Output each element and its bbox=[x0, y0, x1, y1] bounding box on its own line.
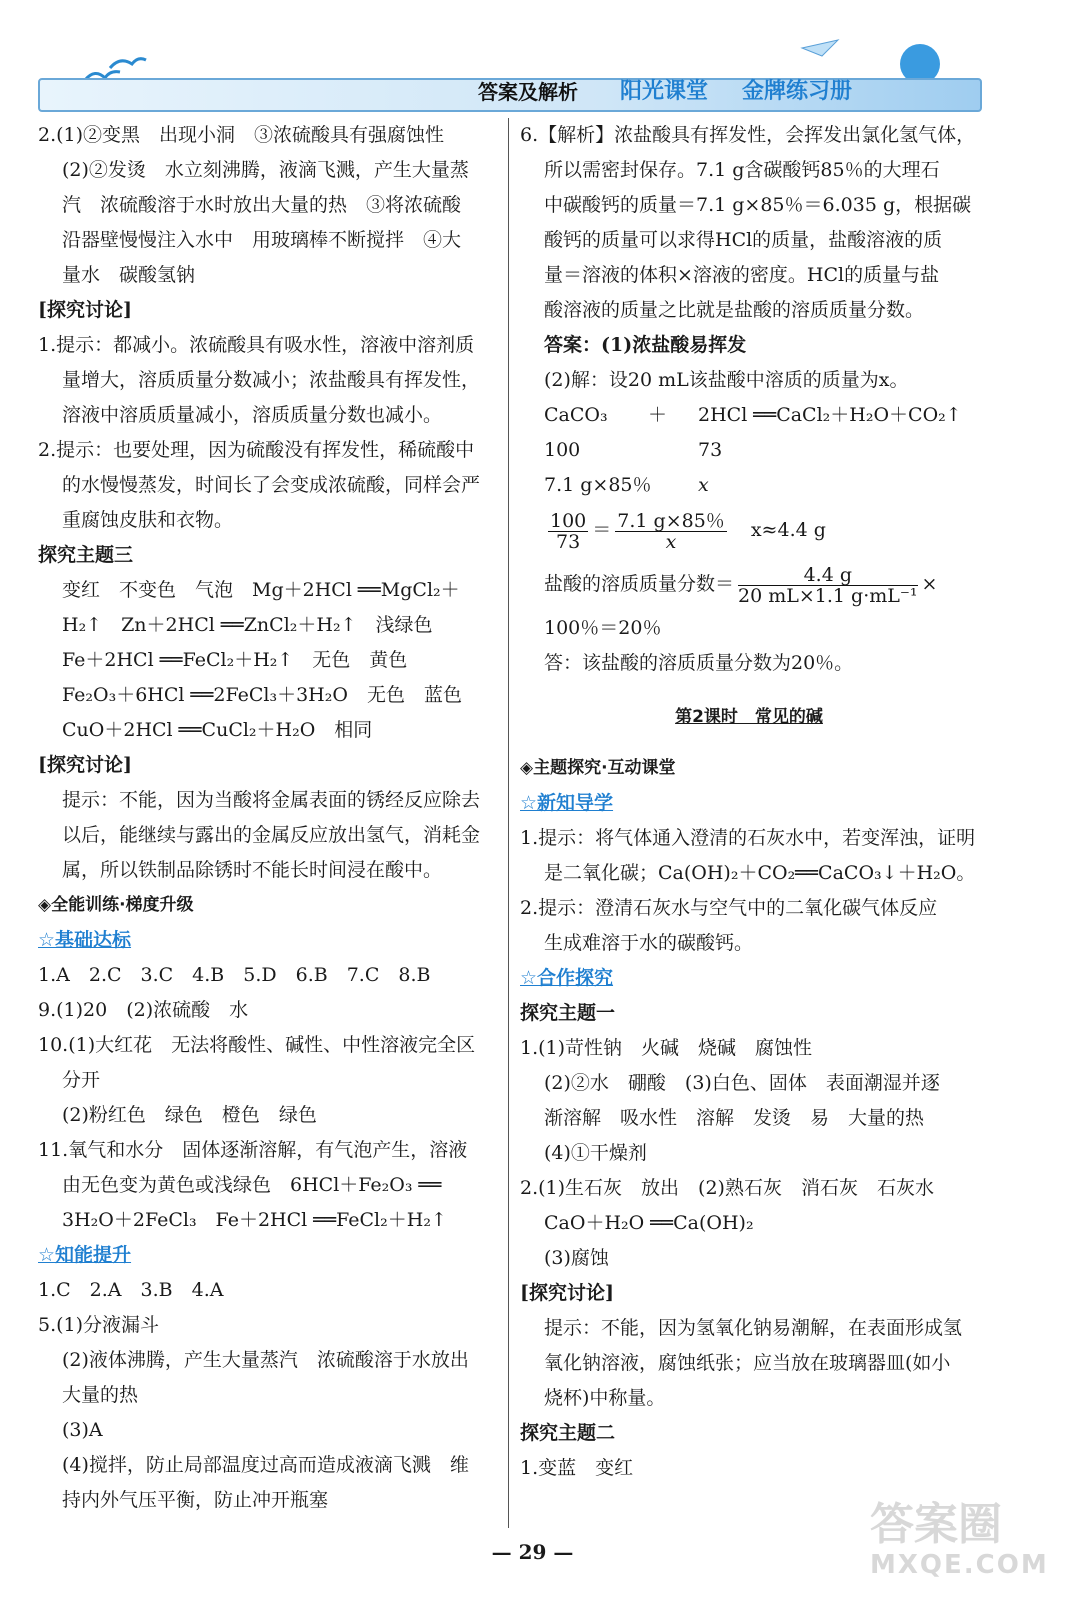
text-line: (2)解：设20 mL该盐酸中溶质的质量为x。 bbox=[544, 369, 909, 391]
text-line: (3)腐蚀 bbox=[544, 1247, 609, 1269]
text-line: 是二氧化碳；Ca(OH)₂＋CO₂══CaCO₃↓＋H₂O。 bbox=[544, 862, 976, 884]
watermark-logo: 答案圈 bbox=[870, 1499, 1002, 1550]
text-line: 2.提示：澄清石灰水与空气中的二氧化碳气体反应 bbox=[520, 897, 938, 919]
text-line: (4)①干燥剂 bbox=[544, 1142, 647, 1164]
eq-unknown: x bbox=[698, 474, 709, 496]
equation-line bbox=[520, 433, 978, 468]
subsection-heading: ☆知能提升 bbox=[38, 1244, 132, 1266]
page-header bbox=[0, 0, 1065, 118]
text-line: 10.(1)大红花 无法将酸性、碱性、中性溶液完全区 bbox=[38, 1034, 476, 1056]
decor-plane-icon bbox=[800, 36, 840, 60]
text-line: 量＝溶液的体积×溶液的密度。HCl的质量与盐 bbox=[544, 264, 940, 286]
text-line: 烧杯)中称量。 bbox=[544, 1387, 666, 1409]
text-line: H₂↑ Zn＋2HCl ══ZnCl₂＋H₂↑ 浅绿色 bbox=[62, 614, 433, 636]
text-line: 变红 不变色 气泡 Mg＋2HCl ══MgCl₂＋ bbox=[62, 579, 460, 601]
section-heading: 探究主题三 bbox=[38, 544, 134, 566]
text-line: 1.A 2.C 3.C 4.B 5.D 6.B 7.C 8.B bbox=[38, 964, 431, 986]
answer-line: 答：该盐酸的溶质质量分数为20％。 bbox=[544, 652, 854, 674]
text-line: (4)搅拌，防止局部温度过高而造成液滴飞溅 维 bbox=[62, 1454, 469, 1476]
eq-reactant: CaCO₃ bbox=[544, 404, 608, 426]
page-number: — 29 — bbox=[491, 1540, 574, 1564]
text-line: 溶液中溶质质量减小，溶质质量分数也减小。 bbox=[62, 404, 443, 426]
text-line: 11.氧气和水分 固体逐渐溶解，有气泡产生，溶液 bbox=[38, 1139, 468, 1161]
text-line: 中碳酸钙的质量＝7.1 g×85％＝6.035 g，根据碳 bbox=[544, 194, 972, 216]
text-line: 1.提示：都减小。浓硫酸具有吸水性，溶液中溶剂质 bbox=[38, 334, 475, 356]
text-line: 氧化钠溶液，腐蚀纸张；应当放在玻璃器皿(如小 bbox=[544, 1352, 951, 1374]
text-line: 汽 浓硫酸溶于水时放出大量的热 ③将浓硫酸 bbox=[62, 194, 462, 216]
section-banner: ◈全能训练·梯度升级 bbox=[38, 895, 194, 915]
text-line: 1.C 2.A 3.B 4.A bbox=[38, 1279, 224, 1301]
watermark-url: MXQE.COM bbox=[870, 1550, 1049, 1580]
text-line: (2)液体沸腾，产生大量蒸汽 浓硫酸溶于水放出 bbox=[62, 1349, 469, 1371]
text-line: 由无色变为黄色或浅绿色 6HCl＋Fe₂O₃ ══ bbox=[62, 1174, 442, 1196]
lesson-title: 第2课时 常见的碱 bbox=[675, 707, 823, 727]
text-line: 沿器壁慢慢注入水中 用玻璃棒不断搅拌 ④大 bbox=[62, 229, 462, 251]
equation-line: $\frac{100}{73}$ ＝ $\frac{7.1 g\times 85\%}{x}$ x≈4.4 g bbox=[550, 509, 826, 553]
equation-line: 100％＝20％ bbox=[544, 617, 662, 639]
text-line: 的水慢慢蒸发，时间长了会变成浓硫酸，同样会严 bbox=[62, 474, 481, 496]
text-line: 所以需密封保存。7.1 g含碳酸钙85％的大理石 bbox=[544, 159, 940, 181]
text-line: 重腐蚀皮肤和衣物。 bbox=[62, 509, 234, 531]
section-heading: [探究讨论] bbox=[520, 1282, 614, 1304]
text-line: (3)A bbox=[62, 1419, 103, 1441]
text-line: 以后，能继续与露出的金属反应放出氢气，消耗金 bbox=[62, 824, 481, 846]
text-line: 量增大，溶质质量分数减小；浓盐酸具有挥发性， bbox=[62, 369, 481, 391]
text-line: 2.(1)生石灰 放出 (2)熟石灰 消石灰 石灰水 bbox=[520, 1177, 934, 1199]
left-column bbox=[38, 118, 500, 1518]
text-line: 2.(1)②变黑 出现小洞 ③浓硫酸具有强腐蚀性 bbox=[38, 124, 445, 146]
text-line: 1.(1)苛性钠 火碱 烧碱 腐蚀性 bbox=[520, 1037, 813, 1059]
text-line: 持内外气压平衡，防止冲开瓶塞 bbox=[62, 1489, 329, 1511]
equation-line bbox=[520, 398, 978, 433]
text-line: CuO＋2HCl ══CuCl₂＋H₂O 相同 bbox=[62, 719, 373, 741]
text-line: Fe₂O₃＋6HCl ══2FeCl₃＋3H₂O 无色 蓝色 bbox=[62, 684, 462, 706]
text-line: 酸溶液的质量之比就是盐酸的溶质质量分数。 bbox=[544, 299, 925, 321]
eq-molar-mass: 73 bbox=[698, 439, 723, 461]
section-heading: [探究讨论] bbox=[38, 299, 132, 321]
fraction: $\frac{100}{73}$ bbox=[550, 509, 587, 553]
eq-plus: ＋ bbox=[648, 404, 668, 426]
text-line: 6.【解析】浓盐酸具有挥发性，会挥发出氯化氢气体， bbox=[520, 124, 976, 146]
header-series-name: 阳光课堂 bbox=[620, 79, 709, 104]
text-line: 1.变蓝 变红 bbox=[520, 1457, 634, 1479]
subsection-heading: ☆新知导学 bbox=[520, 792, 614, 814]
section-banner: ◈主题探究·互动课堂 bbox=[520, 758, 676, 778]
equation-line bbox=[520, 557, 978, 611]
text-line: CaO＋H₂O ══Ca(OH)₂ bbox=[544, 1212, 754, 1234]
text-line: 量水 碳酸氢钠 bbox=[62, 264, 196, 286]
eq-times: × bbox=[921, 573, 938, 595]
equation-line bbox=[520, 468, 978, 503]
section-heading: 探究主题一 bbox=[520, 1002, 616, 1024]
text-line: 大量的热 bbox=[62, 1384, 139, 1406]
section-heading: [探究讨论] bbox=[38, 754, 132, 776]
text-line: Fe＋2HCl ══FeCl₂＋H₂↑ 无色 黄色 bbox=[62, 649, 408, 671]
header-answer-label: 答案及解析 bbox=[478, 80, 578, 104]
text-line: 9.(1)20 (2)浓硫酸 水 bbox=[38, 999, 249, 1021]
text-line: (2)②发烫 水立刻沸腾，液滴飞溅，产生大量蒸 bbox=[62, 159, 469, 181]
text-line: 提示：不能，因为当酸将金属表面的锈经反应除去 bbox=[62, 789, 481, 811]
text-line: 2.提示：也要处理，因为硫酸没有挥发性，稀硫酸中 bbox=[38, 439, 475, 461]
text-line: 答案：(1)浓盐酸易挥发 bbox=[544, 334, 747, 356]
section-heading: 探究主题二 bbox=[520, 1422, 616, 1444]
text-line: 5.(1)分液漏斗 bbox=[38, 1314, 160, 1336]
eq-molar-mass: 100 bbox=[544, 439, 581, 461]
eq-label: 盐酸的溶质质量分数＝ bbox=[544, 573, 735, 595]
eq-reaction: 2HCl ══CaCl₂＋H₂O＋CO₂↑ bbox=[698, 404, 962, 426]
text-line: 1.提示：将气体通入澄清的石灰水中，若变浑浊，证明 bbox=[520, 827, 976, 849]
subsection-heading: ☆合作探究 bbox=[520, 967, 614, 989]
header-series-subtitle: 金牌练习册 bbox=[742, 79, 853, 104]
text-line: 渐溶解 吸水性 溶解 发烫 易 大量的热 bbox=[544, 1107, 925, 1129]
text-line: 生成难溶于水的碳酸钙。 bbox=[544, 932, 754, 954]
subsection-heading: ☆基础达标 bbox=[38, 929, 132, 951]
text-line: (2)②水 硼酸 (3)白色、固体 表面潮湿并逐 bbox=[544, 1072, 940, 1094]
text-line: 酸钙的质量可以求得HCl的质量，盐酸溶液的质 bbox=[544, 229, 943, 251]
text-line: (2)粉红色 绿色 橙色 绿色 bbox=[62, 1104, 317, 1126]
eq-result: x≈4.4 g bbox=[750, 519, 826, 541]
fraction: $\frac{4.4 g}{\text{20 mL×1.1 g·mL⁻¹}}$ bbox=[738, 563, 918, 607]
text-line: 3H₂O＋2FeCl₃ Fe＋2HCl ══FeCl₂＋H₂↑ bbox=[62, 1209, 447, 1231]
text-line: 分开 bbox=[62, 1069, 101, 1091]
eq-value: 7.1 g×85％ bbox=[544, 474, 652, 496]
column-divider bbox=[508, 118, 509, 1528]
text-line: 提示：不能，因为氢氧化钠易潮解，在表面形成氢 bbox=[544, 1317, 963, 1339]
right-column bbox=[520, 118, 978, 1486]
fraction: $\frac{7.1 g\times 85\%}{x}$ bbox=[617, 509, 725, 553]
text-line: 属，所以铁制品除锈时不能长时间浸在酸中。 bbox=[62, 859, 443, 881]
